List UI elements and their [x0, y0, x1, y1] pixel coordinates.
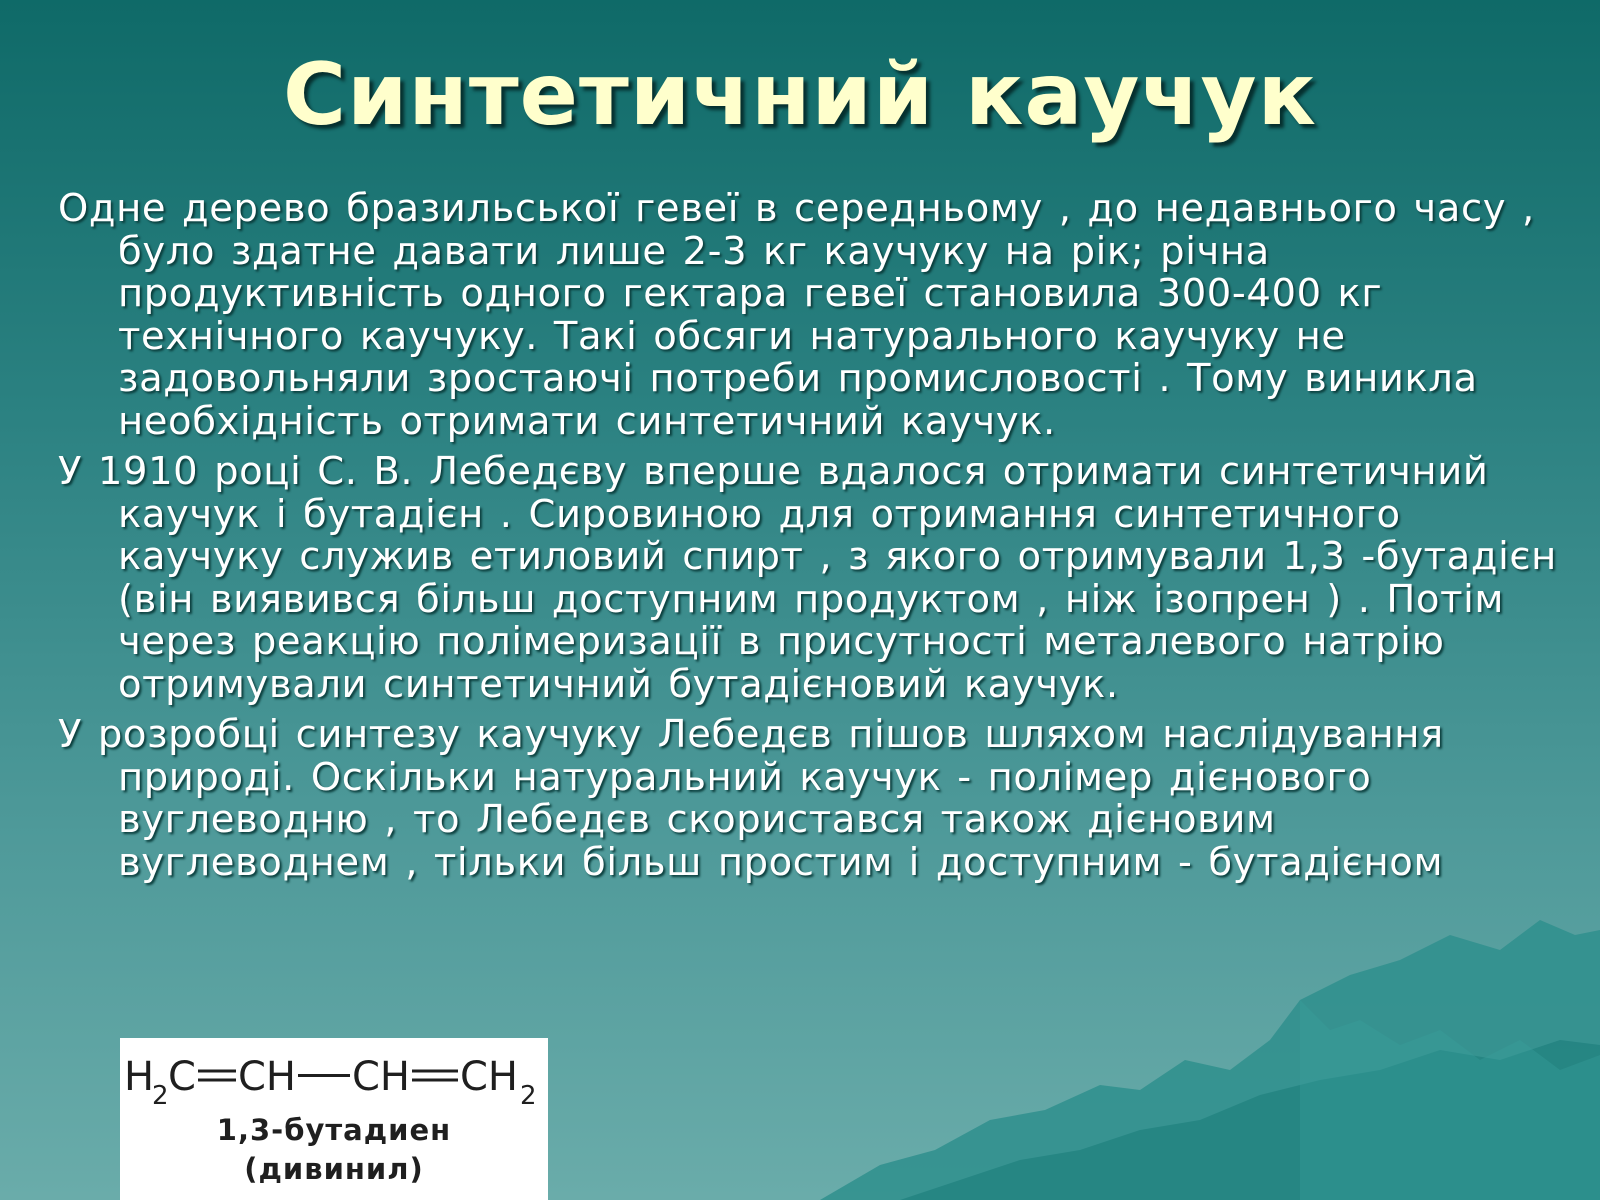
paragraph-hevea: Одне дерево бразильської гевеї в середньому , до недавнього часу , було здатне давати лише 2-3 кг каучуку на рік; річна продуктивність одного гектара гевеї становила 300-400 кг технічного каучуку. Такі обсяги натурального каучуку не задовольняли зростаючі потреби промисловості . Тому виникла необхідність отримати синтетичний каучук. [58, 186, 1535, 444]
paragraph-lebedev-1910: У 1910 році С. В. Лебедєву вперше вдалося отримати синтетичний каучук і бутадієн . Сировиною для отримання синтетичного каучуку служив етиловий спирт , з якого отримували 1,3 -бутадієн (він виявився більш доступним продуктом , ніж ізопрен ) . Потім через реакцію полімеризації в присутності металевого натрію отримували синтетичний бутадієновий каучук. [58, 449, 1557, 707]
formula-ch-group-1: CH [238, 1054, 297, 1100]
paragraph-synthesis: У розробці синтезу каучуку Лебедєв пішов шляхом наслідування природі. Оскільки натуральний каучук - полімер дієнового вуглеводню , то Лебедєв скористався також дієновим вуглеводнем , тільки більш простим і доступним - бутадієном [58, 712, 1444, 885]
slide-title: Синтетичний каучук [283, 45, 1317, 145]
formula-subscript-1: 2 [152, 1081, 169, 1111]
structural-formula [120, 1038, 548, 1118]
formula-caption-synonym: (дивинил) [244, 1152, 424, 1186]
formula-ch-group-2: CH [352, 1054, 411, 1100]
formula-c-atom: C [168, 1054, 196, 1100]
body-text [58, 188, 1558, 892]
formula-caption-name: 1,3-бутадиен [216, 1113, 452, 1147]
formula-h-atom: H [124, 1054, 155, 1100]
formula-ch-group-3: CH [460, 1054, 519, 1100]
formula-subscript-2: 2 [520, 1081, 537, 1111]
butadiene-formula-image [120, 1038, 548, 1200]
